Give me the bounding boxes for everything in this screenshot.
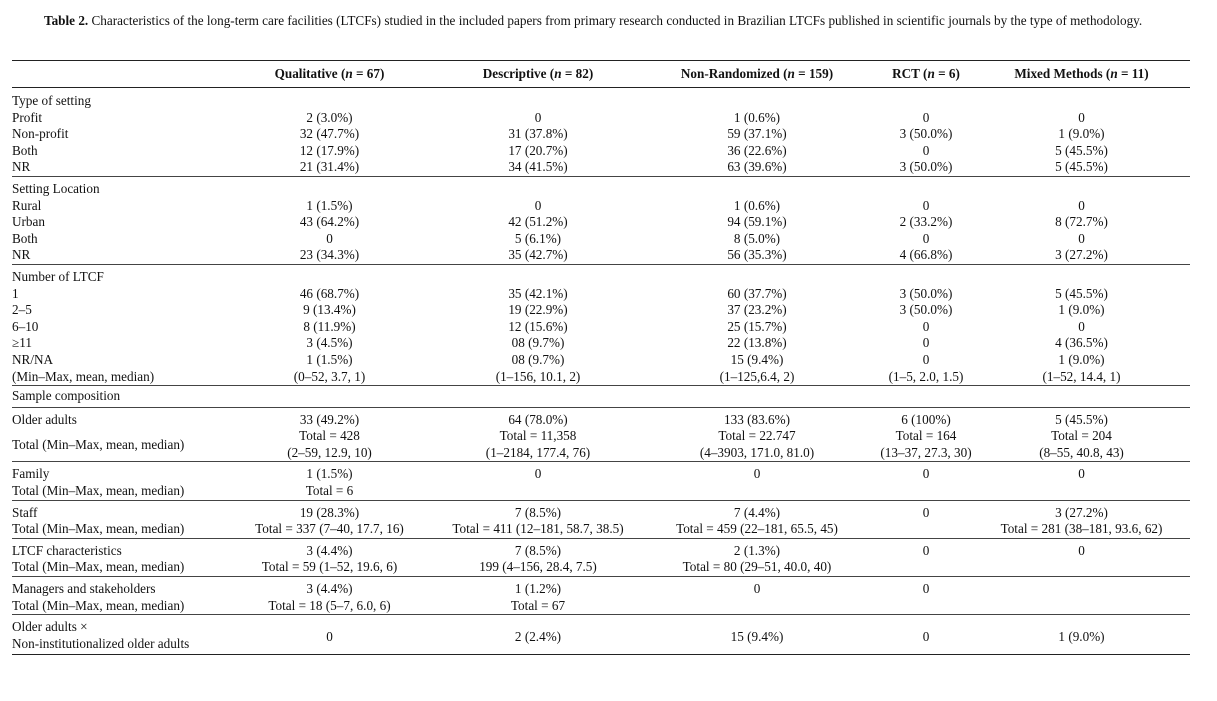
row-label: Non-institutionalized older adults (12, 635, 190, 651)
cell: 3 (50.0%) (899, 159, 953, 175)
table-row (12, 159, 1190, 176)
cell: 4 (66.8%) (899, 247, 953, 263)
cell: 5 (45.5%) (1055, 159, 1108, 175)
row-label: (Min–Max, mean, median) (12, 368, 155, 384)
cell: 31 (37.8%) (508, 126, 568, 142)
cell: 15 (9.4%) (730, 351, 784, 367)
cell: 59 (37.1%) (727, 126, 787, 142)
cell: 08 (9.7%) (511, 335, 565, 351)
header-mixed-methods: Mixed Methods (n = 11) (1014, 66, 1149, 82)
cell: 0 (922, 109, 930, 125)
cell: 19 (28.3%) (299, 504, 360, 520)
table-row (12, 198, 1190, 215)
cell: 37 (23.2%) (727, 302, 787, 318)
header-row (12, 61, 1190, 88)
cell: 0 (922, 335, 930, 351)
table-row (12, 500, 1190, 521)
row-label: Rural (12, 197, 42, 213)
section-title-row (12, 176, 1190, 197)
cell: 17 (20.7%) (508, 142, 568, 158)
table-row (12, 319, 1190, 336)
section-title-sample: Sample composition (12, 388, 121, 404)
cell: 8 (5.0%) (733, 230, 781, 246)
row-label: 2–5 (12, 302, 32, 318)
row-label: 1 (12, 285, 19, 301)
table-row (12, 521, 1190, 538)
cell: 64 (78.0%) (508, 411, 568, 427)
cell: 6 (100%) (901, 411, 951, 427)
cell: (4–3903, 171.0, 81.0) (699, 444, 815, 460)
table-row (12, 615, 1190, 636)
characteristics-table (12, 60, 1190, 655)
cell: (1–125,6.4, 2) (719, 368, 795, 384)
section-title-number: Number of LTCF (12, 268, 104, 284)
table-row (12, 407, 1190, 428)
cell: 1 (9.0%) (1058, 351, 1105, 367)
row-label: NR (12, 159, 31, 175)
cell: 1 (9.0%) (1058, 126, 1105, 142)
cell: 3 (27.2%) (1055, 247, 1108, 263)
cell: 3 (50.0%) (899, 302, 953, 318)
cell: (2–59, 12.9, 10) (287, 444, 372, 460)
table-row (12, 247, 1190, 264)
cell: 7 (4.4%) (733, 504, 781, 520)
cell: 63 (39.6%) (727, 159, 787, 175)
cell: 60 (37.7%) (727, 285, 787, 301)
cell: 32 (47.7%) (299, 126, 360, 142)
row-label: ≥11 (12, 335, 32, 351)
cell: 0 (922, 351, 930, 367)
cell: 7 (8.5%) (514, 542, 562, 558)
cell: 3 (4.4%) (306, 542, 353, 558)
cell: 0 (1078, 230, 1085, 246)
table-row (12, 231, 1190, 248)
cell: 35 (42.1%) (508, 285, 568, 301)
row-label: Total (Min–Max, mean, median) (12, 436, 185, 452)
row-label: Total (Min–Max, mean, median) (12, 483, 185, 499)
cell: 133 (83.6%) (724, 411, 790, 427)
cell: 5 (45.5%) (1055, 285, 1108, 301)
table-row (12, 214, 1190, 231)
cell: 43 (64.2%) (299, 214, 360, 230)
table-row (12, 110, 1190, 127)
row-label: Profit (12, 109, 43, 125)
table-row (12, 335, 1190, 352)
row-label: Older adults × (12, 619, 88, 635)
table-row (12, 369, 1190, 386)
header-blank (12, 61, 218, 88)
cell: (1–156, 10.1, 2) (495, 368, 581, 384)
row-label: Family (12, 466, 50, 482)
cell: 0 (922, 197, 930, 213)
cell: Total = 164 (895, 428, 957, 444)
cell: 5 (6.1%) (514, 230, 562, 246)
cell: 08 (9.7%) (511, 351, 565, 367)
cell: 3 (27.2%) (1055, 504, 1108, 520)
cell: 22 (13.8%) (727, 335, 787, 351)
cell: 3 (50.0%) (899, 285, 953, 301)
cell: 5 (45.5%) (1055, 411, 1108, 427)
cell: 8 (72.7%) (1055, 214, 1108, 230)
cell: 35 (42.7%) (508, 247, 568, 263)
table-row (12, 143, 1190, 160)
table-label: Table 2. (44, 13, 89, 28)
table-row (12, 577, 1190, 598)
cell: Total = 337 (7–40, 17.7, 16) (255, 521, 404, 537)
cell: 0 (1078, 318, 1085, 334)
cell: Total = 80 (29–51, 40.0, 40) (682, 559, 832, 575)
cell: 5 (45.5%) (1055, 142, 1108, 158)
cell: (13–37, 27.3, 30) (880, 444, 972, 460)
cell: 0 (922, 230, 930, 246)
cell: 34 (41.5%) (508, 159, 568, 175)
cell: 0 (753, 581, 761, 597)
cell: Total = 67 (510, 597, 566, 613)
cell: 3 (4.5%) (306, 335, 353, 351)
cell: 36 (22.6%) (727, 142, 787, 158)
cell: 15 (9.4%) (730, 628, 784, 644)
table-row (12, 126, 1190, 143)
row-label: Both (12, 142, 38, 158)
cell: 21 (31.4%) (299, 159, 360, 175)
cell: 0 (534, 466, 542, 482)
section-title-row (12, 88, 1190, 110)
cell: 94 (59.1%) (727, 214, 787, 230)
cell: Total = 428 (299, 428, 360, 444)
cell: 2 (1.3%) (733, 542, 781, 558)
row-label: 6–10 (12, 318, 39, 334)
table-row (12, 302, 1190, 319)
cell (973, 577, 1190, 615)
cell: 42 (51.2%) (508, 214, 568, 230)
section-title-setting: Type of setting (12, 93, 91, 108)
row-label: Older adults (12, 411, 77, 427)
cell: 12 (17.9%) (299, 142, 360, 158)
row-label: Total (Min–Max, mean, median) (12, 559, 185, 575)
cell: 4 (36.5%) (1055, 335, 1108, 351)
cell: 0 (922, 318, 930, 334)
cell: 1 (1.5%) (306, 351, 353, 367)
cell: 3 (4.4%) (306, 581, 353, 597)
section-title-location: Setting Location (12, 180, 100, 196)
row-label: Staff (12, 504, 38, 520)
row-label: NR/NA (12, 351, 54, 367)
cell: (1–5, 2.0, 1.5) (888, 368, 964, 384)
table-row (12, 428, 1190, 445)
table-row (12, 462, 1190, 483)
row-label: Managers and stakeholders (12, 581, 156, 597)
cell: 1 (1.2%) (514, 581, 562, 597)
cell: 8 (11.9%) (303, 318, 356, 334)
cell: 1 (9.0%) (1058, 628, 1105, 644)
cell: 1 (9.0%) (1058, 302, 1105, 318)
cell: 3 (50.0%) (899, 126, 953, 142)
row-label: Urban (12, 214, 45, 230)
row-label: LTCF characteristics (12, 542, 122, 558)
row-label: Total (Min–Max, mean, median) (12, 597, 185, 613)
cell: 9 (13.4%) (303, 302, 356, 318)
cell: 46 (68.7%) (299, 285, 360, 301)
cell: Total = 411 (12–181, 58.7, 38.5) (452, 521, 624, 537)
cell: 0 (922, 142, 930, 158)
cell: 2 (33.2%) (899, 214, 953, 230)
header-descriptive: Descriptive (n = 82) (482, 66, 594, 82)
cell: 56 (35.3%) (727, 247, 787, 263)
cell: 0 (922, 581, 930, 597)
caption-text: Characteristics of the long-term care facilities (LTCFs) studied in the included papers from primary research conducted in Brazilian LTCFs published in scientific journals by the type of methodology. (88, 13, 1143, 28)
cell: 0 (534, 197, 542, 213)
cell: 0 (1078, 542, 1085, 558)
cell: Total = 22.747 (718, 428, 796, 444)
table-caption (44, 11, 1194, 30)
cell: 12 (15.6%) (508, 318, 568, 334)
cell: Total = 204 (1051, 428, 1112, 444)
cell: 1 (0.6%) (733, 109, 781, 125)
cell: 7 (8.5%) (514, 504, 562, 520)
row-label: Total (Min–Max, mean, median) (12, 521, 185, 537)
row-label: Non-profit (12, 126, 69, 142)
cell: 25 (15.7%) (727, 318, 787, 334)
cell: 0 (922, 628, 930, 644)
row-label: NR (12, 247, 31, 263)
cell: 0 (326, 628, 333, 644)
cell: 0 (1078, 109, 1085, 125)
cell: Total = 459 (22–181, 65.5, 45) (676, 521, 838, 537)
cell: Total = 6 (305, 483, 354, 499)
row-label: Both (12, 230, 38, 246)
cell: 1 (0.6%) (733, 197, 781, 213)
table-row (12, 286, 1190, 303)
header-qualitative: Qualitative (n = 67) (274, 66, 385, 82)
cell: 1 (1.5%) (306, 466, 353, 482)
cell: 0 (922, 466, 930, 482)
cell: (0–52, 3.7, 1) (293, 368, 366, 384)
cell: 0 (326, 230, 333, 246)
cell: 0 (1078, 197, 1085, 213)
header-non-randomized: Non-Randomized (n = 159) (680, 66, 834, 82)
cell: 1 (1.5%) (306, 197, 353, 213)
table-row (12, 352, 1190, 369)
cell: 2 (2.4%) (514, 628, 562, 644)
cell: 199 (4–156, 28.4, 7.5) (479, 559, 597, 575)
section-title-row (12, 264, 1190, 285)
cell: (1–52, 14.4, 1) (1042, 368, 1121, 384)
section-title-row (12, 386, 1190, 408)
cell: 23 (34.3%) (299, 247, 360, 263)
cell: Total = 281 (38–181, 93.6, 62) (1000, 521, 1163, 537)
cell: (1–2184, 177.4, 76) (485, 444, 591, 460)
cell: Total = 59 (1–52, 19.6, 6) (261, 559, 398, 575)
cell: 0 (922, 504, 930, 520)
cell: Total = 11,358 (499, 428, 577, 444)
cell: 0 (753, 466, 761, 482)
cell: 0 (1078, 466, 1085, 482)
cell: 2 (3.0%) (306, 109, 353, 125)
cell: 19 (22.9%) (508, 302, 568, 318)
cell: 0 (534, 109, 542, 125)
header-rct: RCT (n = 6) (892, 66, 960, 82)
cell: 33 (49.2%) (299, 411, 360, 427)
cell: Total = 18 (5–7, 6.0, 6) (268, 597, 391, 613)
cell: 0 (922, 542, 930, 558)
table-row (12, 538, 1190, 559)
cell: (8–55, 40.8, 43) (1039, 444, 1124, 460)
